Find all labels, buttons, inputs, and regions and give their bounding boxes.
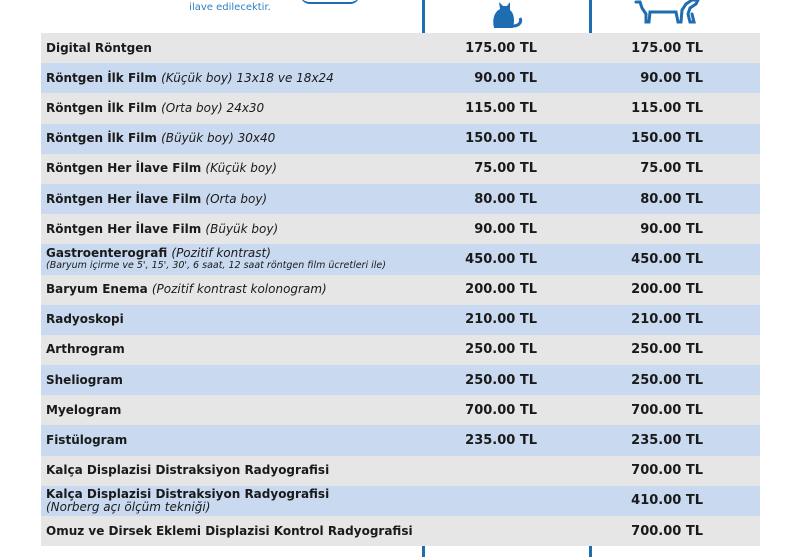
cat-price: 75.00 TL bbox=[474, 161, 537, 177]
service-name: Digital Röntgen bbox=[46, 40, 152, 55]
service-name: Baryum Enema bbox=[46, 282, 152, 297]
cat-price bbox=[426, 486, 537, 516]
table-row bbox=[41, 93, 760, 123]
table-row bbox=[41, 395, 760, 425]
service-detail: (Norberg açı ölçüm tekniği) bbox=[46, 499, 211, 514]
table-row bbox=[41, 124, 760, 154]
table-row bbox=[41, 275, 760, 305]
table-row bbox=[41, 63, 760, 93]
dog-price: 700.00 TL bbox=[631, 523, 703, 539]
dog-price: 90.00 TL bbox=[640, 221, 703, 237]
dog-price: 410.00 TL bbox=[631, 493, 703, 509]
dog-price: 250.00 TL bbox=[631, 342, 703, 358]
table-row bbox=[41, 184, 760, 214]
table-row bbox=[41, 365, 760, 395]
cat-icon bbox=[486, 0, 526, 28]
cat-price: 200.00 TL bbox=[465, 282, 537, 298]
dog-price: 200.00 TL bbox=[631, 282, 703, 298]
cat-price: 90.00 TL bbox=[474, 221, 537, 237]
cat-price bbox=[426, 516, 537, 546]
service-detail: (Orta boy) bbox=[205, 191, 268, 206]
cat-price: 90.00 TL bbox=[474, 70, 537, 86]
dog-icon bbox=[632, 0, 702, 24]
service-name: Sheliogram bbox=[46, 372, 123, 387]
dog-price: 235.00 TL bbox=[631, 433, 703, 449]
service-name: Fistülogram bbox=[46, 433, 128, 448]
service-detail: (Pozitif kontrast kolonogram) bbox=[151, 282, 327, 297]
table-row bbox=[41, 154, 760, 184]
cat-price: 235.00 TL bbox=[465, 433, 537, 449]
service-name: Röntgen Her İlave Film bbox=[46, 221, 206, 236]
cat-price: 210.00 TL bbox=[465, 312, 537, 328]
service-name: Röntgen İlk Film bbox=[46, 131, 162, 146]
cat-price: 450.00 TL bbox=[465, 251, 537, 267]
cat-price: 175.00 TL bbox=[465, 40, 537, 56]
dog-price: 115.00 TL bbox=[631, 100, 703, 116]
cat-price: 115.00 TL bbox=[465, 100, 537, 116]
table-row bbox=[41, 33, 760, 63]
service-name: Omuz ve Dirsek Eklemi Displazisi Kontrol Radyografisi bbox=[46, 523, 413, 538]
service-name: Kalça Displazisi Distraksiyon Radyografisi bbox=[46, 463, 330, 478]
service-name: Röntgen İlk Film bbox=[46, 70, 162, 85]
dog-price: 210.00 TL bbox=[631, 312, 703, 328]
service-detail: (Küçük boy) bbox=[205, 161, 277, 176]
table-row bbox=[41, 244, 760, 274]
service-detail: (Büyük boy) 30x40 bbox=[161, 131, 276, 146]
table-row bbox=[41, 305, 760, 335]
service-detail: (Küçük boy) 13x18 ve 18x24 bbox=[161, 70, 334, 85]
service-name: Röntgen İlk Film bbox=[46, 100, 162, 115]
service-name: Röntgen Her İlave Film bbox=[46, 191, 206, 206]
header-note: ilave edilecektir. bbox=[189, 2, 271, 13]
table-row bbox=[41, 214, 760, 244]
dog-price: 150.00 TL bbox=[631, 131, 703, 147]
service-note: (Baryum içirme ve 5', 15', 30', 6 saat, 12 saat röntgen film ücretleri ile) bbox=[46, 260, 386, 272]
cat-price: 80.00 TL bbox=[474, 191, 537, 207]
table-row bbox=[41, 335, 760, 365]
service-name: Myelogram bbox=[46, 402, 122, 417]
table-row bbox=[41, 425, 760, 455]
cat-price: 250.00 TL bbox=[465, 372, 537, 388]
service-name: Arthrogram bbox=[46, 342, 125, 357]
dog-price: 90.00 TL bbox=[640, 70, 703, 86]
cat-price bbox=[426, 456, 537, 486]
table-row bbox=[41, 516, 760, 546]
price-table bbox=[41, 33, 760, 546]
service-name: Röntgen Her İlave Film bbox=[46, 161, 206, 176]
dog-price: 450.00 TL bbox=[631, 251, 703, 267]
service-detail: (Pozitif kontrast) bbox=[171, 246, 271, 261]
table-row bbox=[41, 456, 760, 486]
service-name: Gastroenterografi bbox=[46, 246, 172, 261]
dog-price: 175.00 TL bbox=[631, 40, 703, 56]
header-decoration bbox=[300, 0, 360, 4]
dog-price: 700.00 TL bbox=[631, 402, 703, 418]
cat-price: 250.00 TL bbox=[465, 342, 537, 358]
dog-price: 700.00 TL bbox=[631, 463, 703, 479]
service-detail: (Orta boy) 24x30 bbox=[161, 100, 265, 115]
service-detail: (Büyük boy) bbox=[205, 221, 279, 236]
service-name: Radyoskopi bbox=[46, 312, 124, 327]
cat-price: 700.00 TL bbox=[465, 402, 537, 418]
service-name: Kalça Displazisi Distraksiyon Radyografisi bbox=[46, 486, 330, 501]
dog-price: 250.00 TL bbox=[631, 372, 703, 388]
dog-price: 80.00 TL bbox=[640, 191, 703, 207]
table-row bbox=[41, 486, 760, 516]
cat-price: 150.00 TL bbox=[465, 131, 537, 147]
dog-price: 75.00 TL bbox=[640, 161, 703, 177]
